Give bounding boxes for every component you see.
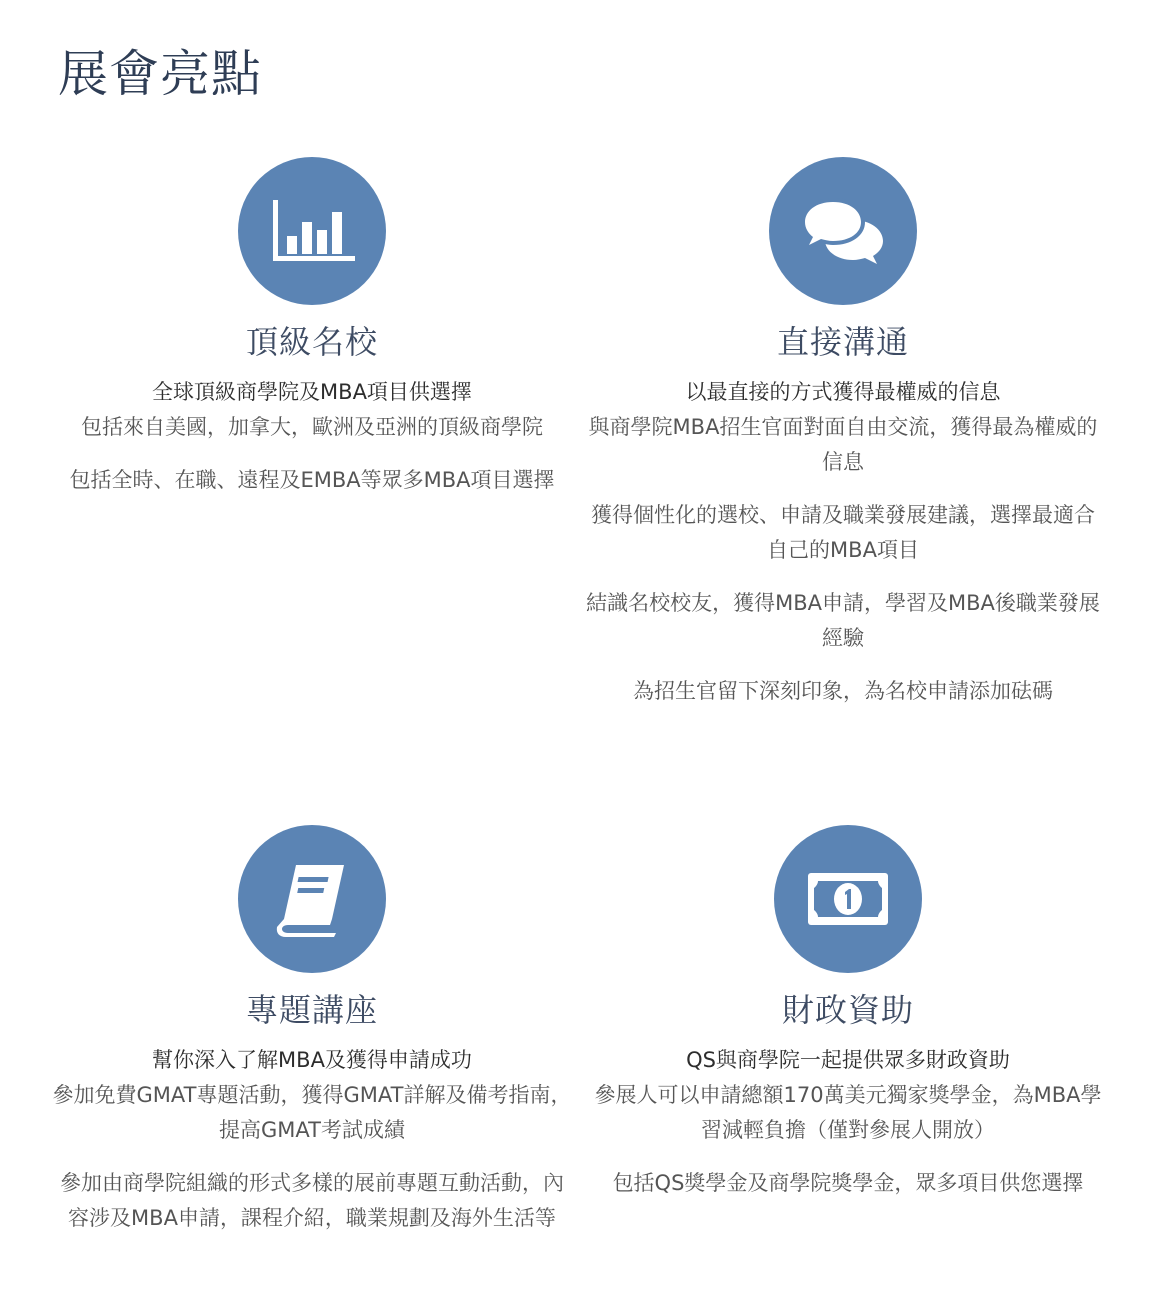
feature-description: 與商學院MBA招生官面對面自由交流，獲得最為權威的信息 xyxy=(588,415,1098,475)
feature-subtitle: 全球頂級商學院及MBA項目供選擇 xyxy=(152,380,472,405)
feature-description: 包括QS獎學金及商學院獎學金，眾多項目供您選擇 xyxy=(612,1171,1084,1196)
book-icon xyxy=(238,825,386,973)
feature-seminars xyxy=(52,825,572,1254)
feature-top-schools xyxy=(52,157,572,516)
feature-title: 專題講座 xyxy=(245,991,378,1029)
feature-subtitle: 以最直接的方式獲得最權威的信息 xyxy=(685,380,1001,405)
feature-direct-communication xyxy=(583,157,1103,727)
feature-description: 參展人可以申請總額170萬美元獨家獎學金，為MBA學習減輕負擔（僅對參展人開放） xyxy=(594,1083,1102,1143)
feature-description: 包括來自美國，加拿大，歐洲及亞洲的頂級商學院 xyxy=(81,415,543,440)
feature-description: 結識名校校友，獲得MBA申請，學習及MBA後職業發展經驗 xyxy=(586,591,1100,651)
feature-financial-aid xyxy=(588,825,1108,1219)
feature-title: 財政資助 xyxy=(781,991,914,1029)
feature-subtitle: QS與商學院一起提供眾多財政資助 xyxy=(686,1048,1010,1073)
feature-title: 直接溝通 xyxy=(776,323,909,361)
feature-description: 包括全時、在職、遠程及EMBA等眾多MBA項目選擇 xyxy=(69,468,555,493)
feature-description: 為招生官留下深刻印象，為名校申請添加砝碼 xyxy=(633,679,1053,704)
feature-title: 頂級名校 xyxy=(245,323,378,361)
bar-chart-icon xyxy=(238,157,386,305)
page-title: 展會亮點 xyxy=(58,45,262,103)
money-bill-icon xyxy=(774,825,922,973)
feature-description: 獲得個性化的選校、申請及職業發展建議，選擇最適合自己的MBA項目 xyxy=(591,503,1095,563)
feature-subtitle: 幫你深入了解MBA及獲得申請成功 xyxy=(152,1048,472,1073)
chat-bubbles-icon xyxy=(769,157,917,305)
feature-description: 參加由商學院組織的形式多樣的展前專題互動活動，內容涉及MBA申請，課程介紹，職業規劃及海外生活等 xyxy=(60,1171,564,1231)
feature-description: 參加免費GMAT專題活動，獲得GMAT詳解及備考指南，提高GMAT考試成績 xyxy=(52,1083,572,1143)
